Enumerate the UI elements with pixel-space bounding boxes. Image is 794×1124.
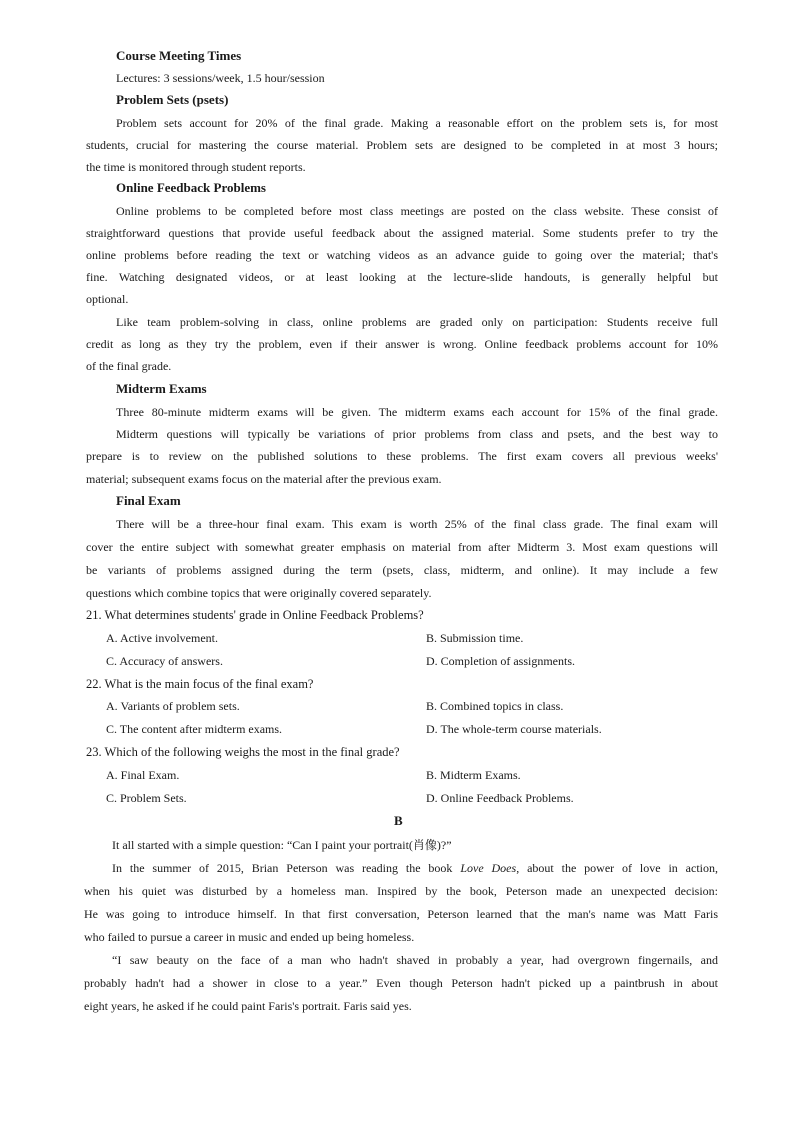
option-d: D. The whole-term course materials. [426,722,602,736]
midterm-line: Three 80-minute midterm exams will be given. The midterm exams each account for 15% of the final grade. [116,405,718,419]
midterm-heading: Midterm Exams [116,381,207,396]
online-line: online problems before reading the text or watching videos as an advance guide to going over the material; that's [86,248,718,262]
psets-line: students, crucial for mastering the course material. Problem sets are designed to be completed in at most 3 hours; [86,138,718,152]
passage-b-line: It all started with a simple question: “Can I paint your portrait(肖像)?” [112,838,452,852]
passage-b-line: eight years, he asked if he could paint Faris's portrait. Faris said yes. [84,999,412,1013]
final-line: There will be a three-hour final exam. This exam is worth 25% of the final class grade. The final exam will [116,517,718,531]
online-line: Like team problem-solving in class, online problems are graded only on participation: Students receive full [116,315,718,329]
option-b: B. Combined topics in class. [426,699,564,713]
meeting-text: Lectures: 3 sessions/week, 1.5 hour/session [116,71,325,85]
option-a: A. Variants of problem sets. [106,699,240,713]
option-b: B. Midterm Exams. [426,768,521,782]
midterm-line: prepare is to review on the published solutions to these problems. The first exam covers all previous weeks' [86,449,718,463]
online-line: of the final grade. [86,359,172,373]
option-c: C. Problem Sets. [106,791,187,805]
passage-b-line: when his quiet was disturbed by a homeless man. Inspired by the book, Peterson made an unexpected decision: [84,884,718,898]
online-line: fine. Watching designated videos, or at least looking at the lecture-slide handouts, is generally helpful but [86,270,718,284]
question-stem: 21. What determines students' grade in Online Feedback Problems? [86,608,424,622]
option-a: A. Final Exam. [106,768,180,782]
passage-b-line: He was going to introduce himself. In that first conversation, Peterson learned that the man's name was Matt Faris [84,907,718,921]
final-line: be variants of problems assigned during the term (psets, class, midterm, and online). It may include a few [86,563,718,577]
passage-b-line: “I saw beauty on the face of a man who hadn't shaved in probably a year, had overgrown fingernails, and [112,953,718,967]
midterm-line: material; subsequent exams focus on the material after the previous exam. [86,472,442,486]
online-line: Online problems to be completed before most class meetings are posted on the class website. These consist of [116,204,718,218]
option-d: D. Completion of assignments. [426,654,575,668]
passage-b-line: who failed to pursue a career in music and ended up being homeless. [84,930,415,944]
final-line: questions which combine topics that were originally covered separately. [86,586,432,600]
psets-line: Problem sets account for 20% of the final grade. Making a reasonable effort on the problem sets is, for most [116,116,718,130]
online-heading: Online Feedback Problems [116,180,266,195]
option-b: B. Submission time. [426,631,524,645]
passage-b-line: probably hadn't had a shower in close to a year.” Even though Peterson hadn't picked up a paintbrush in about [84,976,718,990]
online-line: straightforward questions that provide useful feedback about the assigned material. Some students prefer to try the [86,226,718,240]
passage-b-text: , about the power of love in action, [516,861,718,875]
midterm-line: Midterm questions will typically be variations of prior problems from class and psets, and the best way to [116,427,718,441]
book-title: Love Does [460,861,517,875]
option-a: A. Active involvement. [106,631,218,645]
meeting-heading: Course Meeting Times [116,48,242,63]
option-c: C. Accuracy of answers. [106,654,223,668]
psets-heading: Problem Sets (psets) [116,92,229,107]
psets-line: the time is monitored through student reports. [86,160,306,174]
passage-b-line [112,860,718,876]
passage-b-text: In the summer of 2015, Brian Peterson was reading the book [112,861,461,875]
question-stem: 23. Which of the following weighs the most in the final grade? [86,745,400,759]
final-line: cover the entire subject with somewhat greater emphasis on material from after Midterm 3. Most exam questions will [86,540,718,554]
option-c: C. The content after midterm exams. [106,722,283,736]
option-d: D. Online Feedback Problems. [426,791,574,805]
online-line: optional. [86,292,129,306]
final-heading: Final Exam [116,493,181,508]
question-stem: 22. What is the main focus of the final exam? [86,677,314,691]
online-line: credit as long as they try the problem, even if their answer is wrong. Online feedback problems account for 10% [86,337,718,351]
section-b-label: B [394,813,403,828]
